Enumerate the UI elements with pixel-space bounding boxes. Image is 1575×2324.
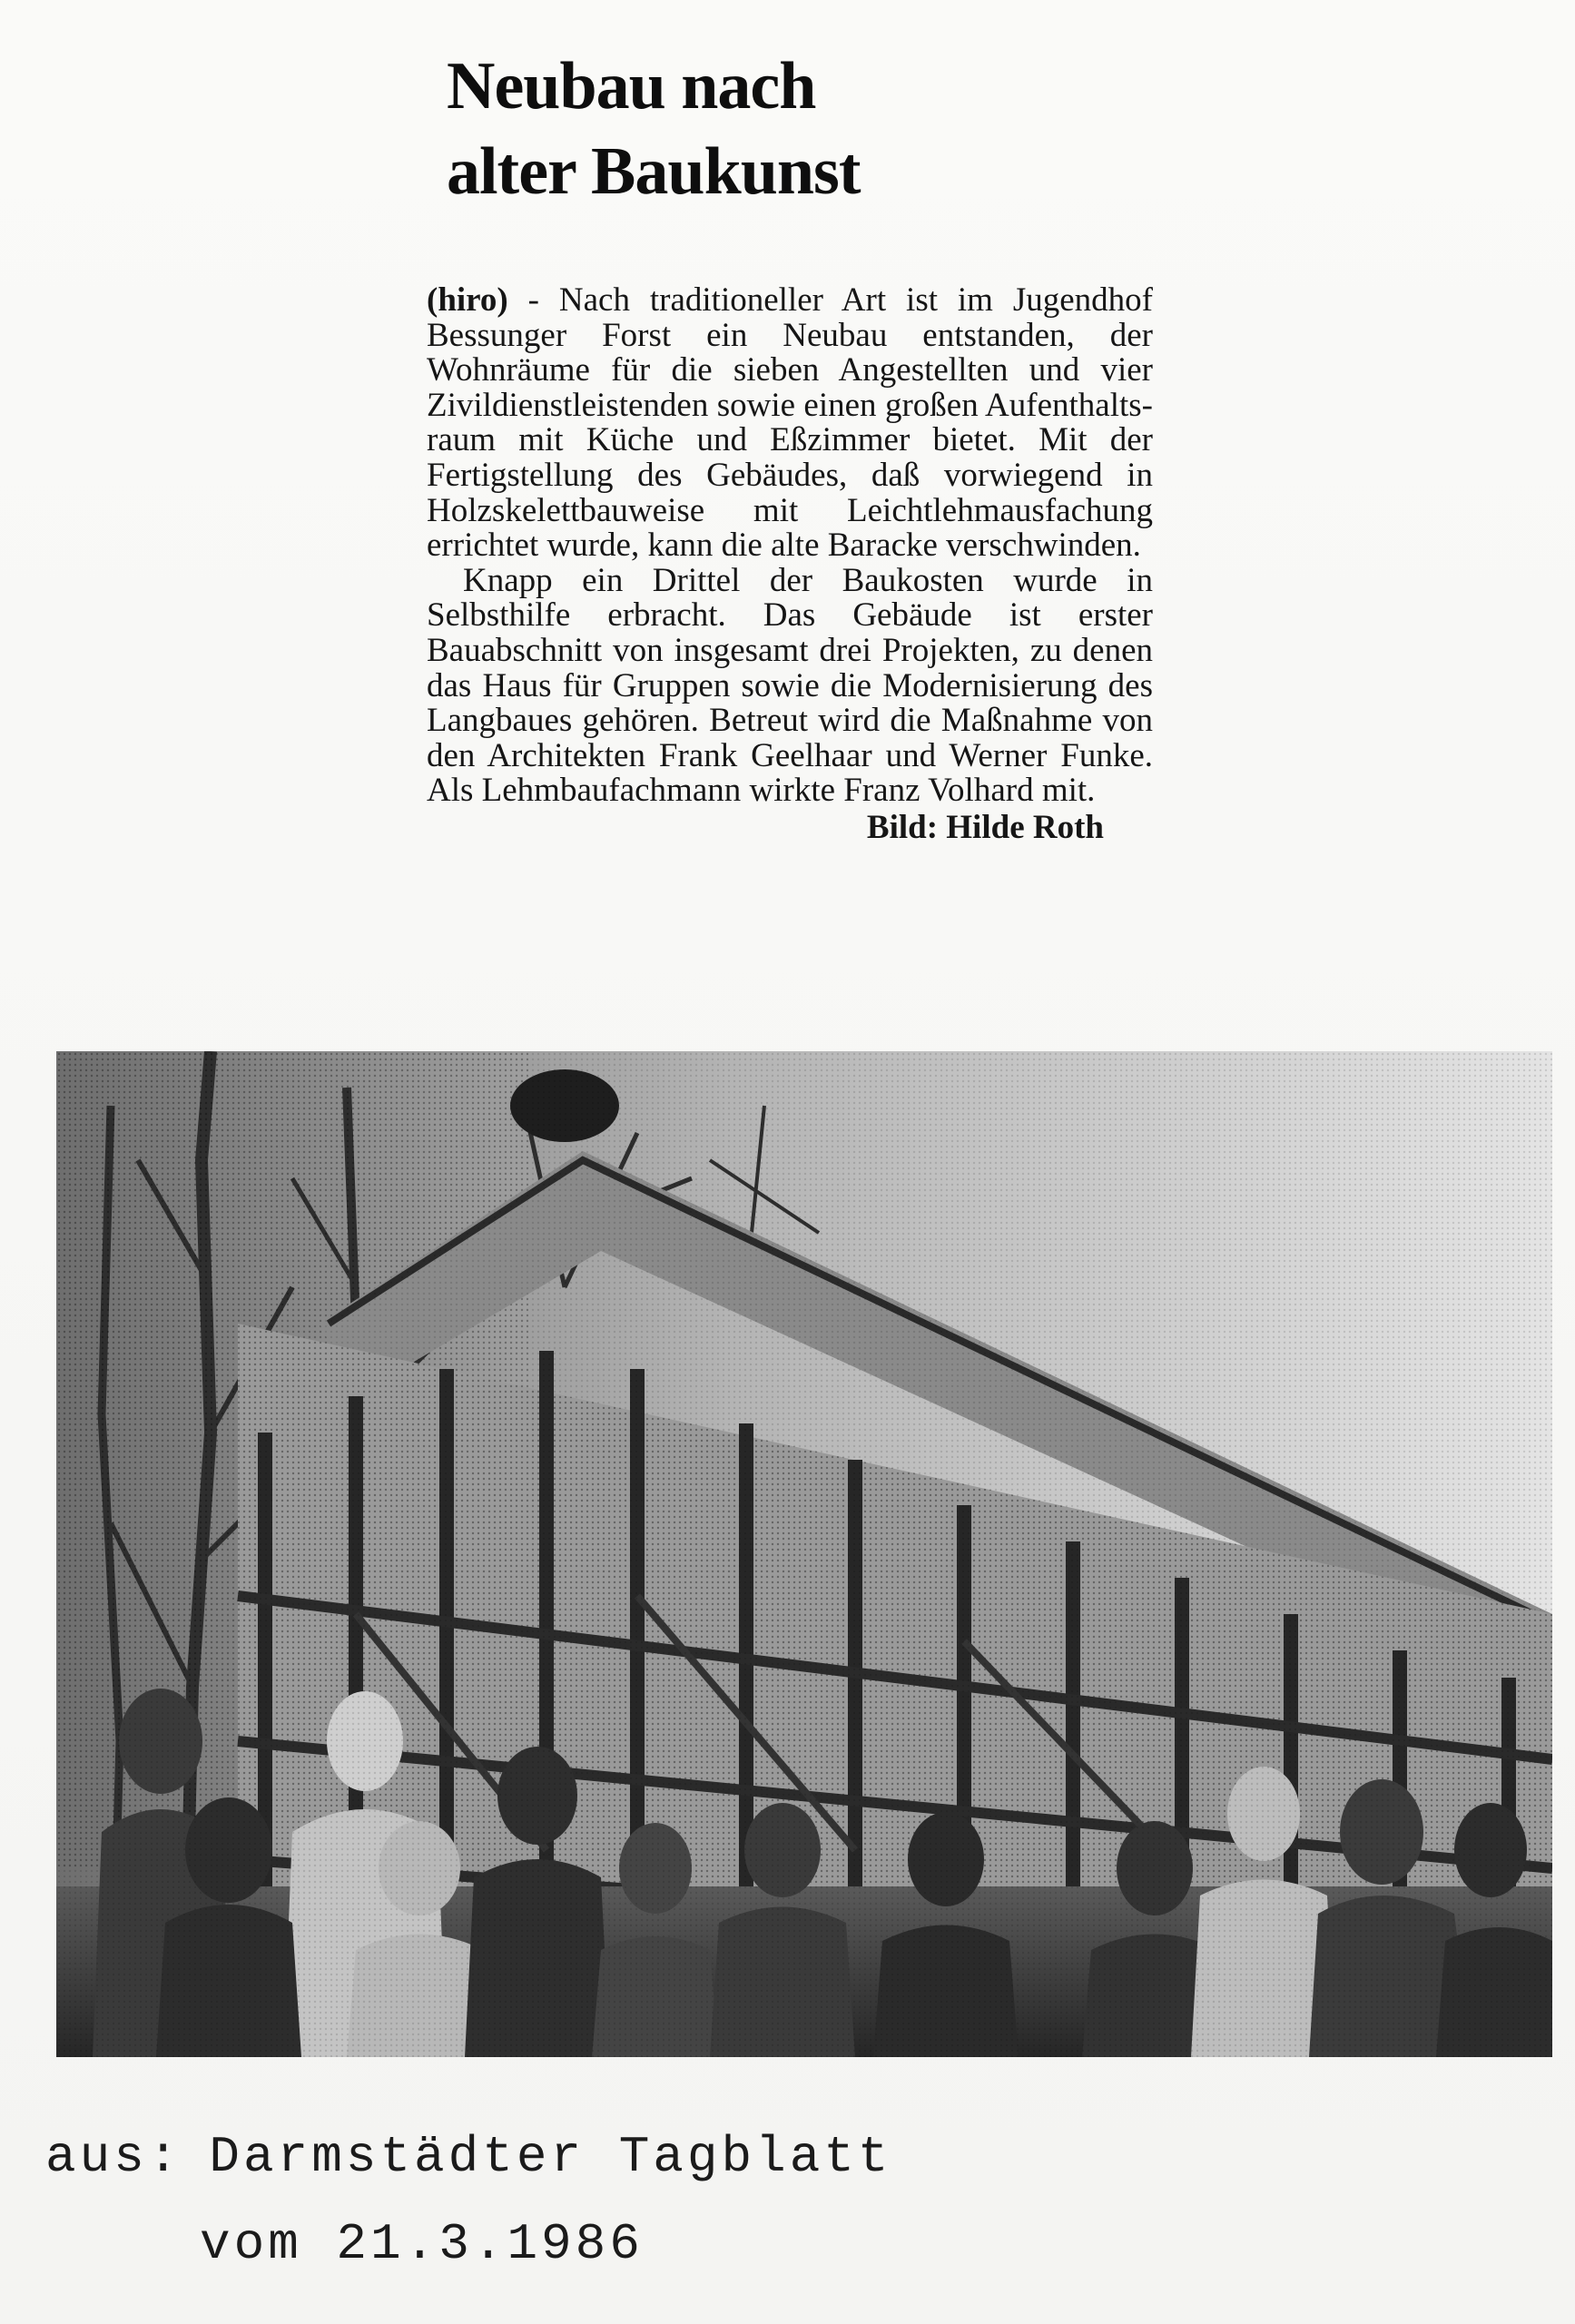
source-prefix: aus: — [45, 2128, 182, 2186]
paragraph-1-text: - Nach traditioneller Art ist im Jugendhof Bessunger Forst ein Neubau entstanden, der Wohnräume für die sieben Angestellten und vier Zivildienstleistenden sowie einen großen Aufenthaltsraum mit Küche und Eßzimmer bietet. Mit der Fertigstellung des Gebäudes, daß vorwiegend in Holzskelettbauweise mit Leichtlehmausfachung errichtet wurde, kann die alte Baracke verschwinden. — [427, 281, 1153, 565]
article-paragraph-1 — [427, 283, 1153, 564]
newspaper-photo — [56, 1051, 1552, 2057]
article-headline — [447, 44, 1009, 214]
headline-line-2: alter Baukunst — [447, 134, 861, 209]
photo-credit: Bild: Hilde Roth — [866, 808, 1104, 846]
source-note — [45, 2113, 892, 2288]
source-newspaper: Darmstädter Tagblatt — [209, 2128, 892, 2186]
headline-line-1: Neubau nach — [447, 49, 816, 123]
article-body — [427, 283, 1153, 846]
source-date: vom 21.3.1986 — [200, 2215, 644, 2273]
source-line-1 — [45, 2113, 892, 2201]
author-tag: (hiro) — [427, 281, 508, 319]
article-paragraph-2: Knapp ein Drittel der Baukosten wurde in Selbsthilfe erbracht. Das Gebäude ist erster Bauabschnitt von insgesamt drei Projekten, zu denen das Haus für Gruppen sowie die Modernisierung des Langbaues gehören. Betreut wird die Maßnahme von den Architekten Frank Geelhaar und Werner Funke. Als Lehmbaufachmann wirkte Franz Volhard mit. — [427, 561, 1153, 810]
photo-illustration — [56, 1051, 1552, 2057]
